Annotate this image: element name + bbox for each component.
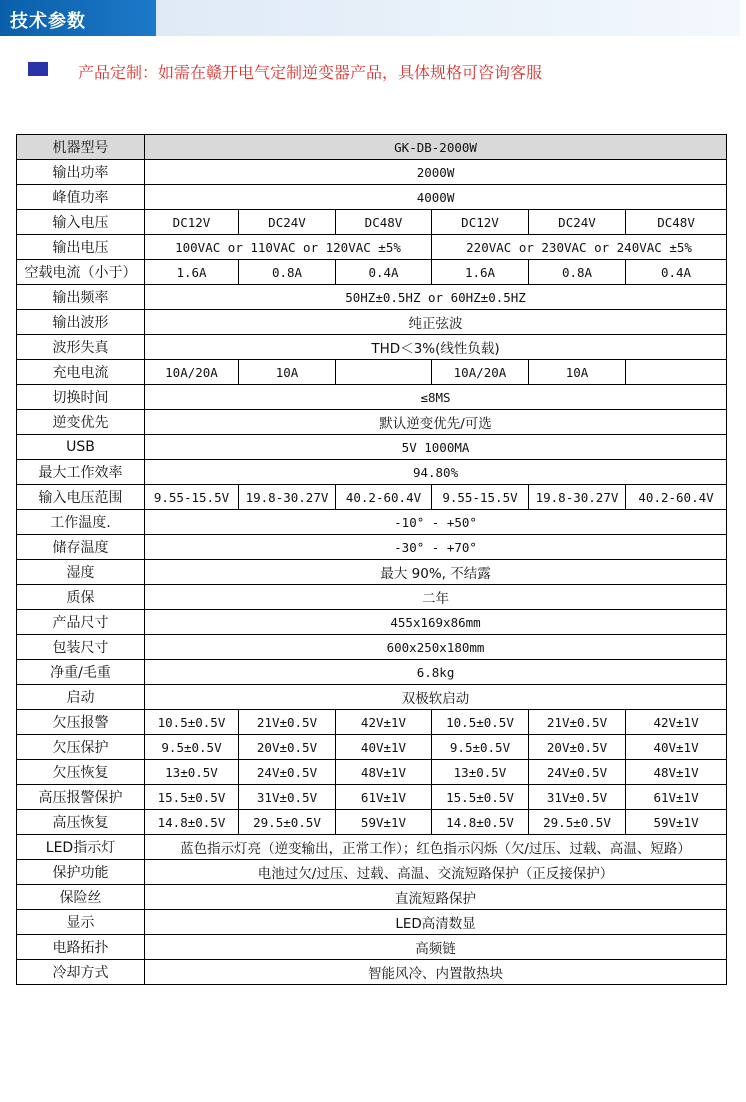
spec-value: 10A — [239, 360, 336, 385]
spec-value: 0.8A — [239, 260, 336, 285]
spec-value: 2000W — [145, 160, 727, 185]
spec-row — [17, 835, 727, 860]
spec-value: 0.4A — [626, 260, 727, 285]
spec-row — [17, 235, 727, 260]
spec-value: DC12V — [145, 210, 239, 235]
spec-value: DC12V — [432, 210, 529, 235]
spec-row — [17, 485, 727, 510]
spec-value: LED高清数显 — [145, 910, 727, 935]
spec-value: 9.55-15.5V — [432, 485, 529, 510]
spec-row — [17, 460, 727, 485]
spec-label: 波形失真 — [17, 335, 145, 360]
spec-value: 61V±1V — [336, 785, 432, 810]
spec-label: 输出频率 — [17, 285, 145, 310]
spec-value: 最大 90%, 不结露 — [145, 560, 727, 585]
spec-row — [17, 260, 727, 285]
spec-label: 保护功能 — [17, 860, 145, 885]
spec-row — [17, 735, 727, 760]
customization-notice: 产品定制：如需在赣开电气定制逆变器产品，具体规格可咨询客服 — [78, 63, 543, 82]
spec-value: 100VAC or 110VAC or 120VAC ±5% — [145, 235, 432, 260]
spec-value: 48V±1V — [626, 760, 727, 785]
spec-row — [17, 310, 727, 335]
spec-value: 直流短路保护 — [145, 885, 727, 910]
spec-value: 59V±1V — [336, 810, 432, 835]
spec-value — [336, 360, 432, 385]
spec-value: 智能风冷、内置散热块 — [145, 960, 727, 985]
spec-row — [17, 760, 727, 785]
spec-value: 21V±0.5V — [239, 710, 336, 735]
spec-value: DC24V — [239, 210, 336, 235]
spec-label: 输出功率 — [17, 160, 145, 185]
spec-value: 0.4A — [336, 260, 432, 285]
spec-value: DC48V — [626, 210, 727, 235]
spec-value: 电池过欠/过压、过载、高温、交流短路保护（正反接保护） — [145, 860, 727, 885]
spec-row — [17, 810, 727, 835]
spec-value: -10° - +50° — [145, 510, 727, 535]
spec-value: 1.6A — [145, 260, 239, 285]
spec-label: 质保 — [17, 585, 145, 610]
spec-label: 输入电压 — [17, 210, 145, 235]
spec-value: 220VAC or 230VAC or 240VAC ±5% — [432, 235, 727, 260]
spec-label: 电路拓扑 — [17, 935, 145, 960]
spec-row — [17, 935, 727, 960]
spec-value: 29.5±0.5V — [529, 810, 626, 835]
spec-value: DC24V — [529, 210, 626, 235]
spec-value: 20V±0.5V — [529, 735, 626, 760]
spec-row — [17, 660, 727, 685]
spec-value: 31V±0.5V — [529, 785, 626, 810]
spec-value: 40.2-60.4V — [336, 485, 432, 510]
spec-value: 纯正弦波 — [145, 310, 727, 335]
spec-value: 40V±1V — [626, 735, 727, 760]
spec-label: 欠压恢复 — [17, 760, 145, 785]
spec-label: 工作温度. — [17, 510, 145, 535]
spec-row — [17, 335, 727, 360]
spec-value: 42V±1V — [336, 710, 432, 735]
spec-row — [17, 785, 727, 810]
spec-value: 10A/20A — [432, 360, 529, 385]
spec-value: 0.8A — [529, 260, 626, 285]
spec-value: 19.8-30.27V — [239, 485, 336, 510]
spec-row — [17, 535, 727, 560]
spec-row — [17, 160, 727, 185]
spec-value: 二年 — [145, 585, 727, 610]
spec-label: 空载电流（小于） — [17, 260, 145, 285]
spec-row — [17, 185, 727, 210]
spec-row — [17, 435, 727, 460]
spec-value: 50HZ±0.5HZ or 60HZ±0.5HZ — [145, 285, 727, 310]
section-header-tab — [0, 0, 156, 36]
spec-value: 48V±1V — [336, 760, 432, 785]
spec-row — [17, 585, 727, 610]
spec-value: 20V±0.5V — [239, 735, 336, 760]
spec-value: 42V±1V — [626, 710, 727, 735]
spec-value — [626, 360, 727, 385]
spec-row — [17, 910, 727, 935]
spec-label: 湿度 — [17, 560, 145, 585]
spec-value: 9.55-15.5V — [145, 485, 239, 510]
spec-value: 6.8kg — [145, 660, 727, 685]
spec-row — [17, 960, 727, 985]
section-title: 技术参数 — [10, 11, 86, 32]
bullet-square-icon — [28, 62, 48, 76]
spec-value: 4000W — [145, 185, 727, 210]
spec-value: 24V±0.5V — [239, 760, 336, 785]
spec-row — [17, 635, 727, 660]
spec-value: 10.5±0.5V — [145, 710, 239, 735]
spec-value: 24V±0.5V — [529, 760, 626, 785]
spec-value: 61V±1V — [626, 785, 727, 810]
spec-row — [17, 210, 727, 235]
spec-value: 10.5±0.5V — [432, 710, 529, 735]
spec-value: 10A — [529, 360, 626, 385]
spec-label: 欠压保护 — [17, 735, 145, 760]
spec-label: USB — [17, 435, 145, 460]
section-header-band — [156, 0, 740, 36]
spec-row — [17, 135, 727, 160]
spec-table — [16, 134, 727, 985]
spec-row — [17, 610, 727, 635]
spec-row — [17, 410, 727, 435]
spec-label: LED指示灯 — [17, 835, 145, 860]
spec-value: 94.80% — [145, 460, 727, 485]
spec-label: 逆变优先 — [17, 410, 145, 435]
spec-value: 双极软启动 — [145, 685, 727, 710]
spec-value: DC48V — [336, 210, 432, 235]
spec-value: 40V±1V — [336, 735, 432, 760]
spec-row — [17, 285, 727, 310]
spec-value: 15.5±0.5V — [432, 785, 529, 810]
spec-value: 1.6A — [432, 260, 529, 285]
spec-label: 高压报警保护 — [17, 785, 145, 810]
spec-value: 40.2-60.4V — [626, 485, 727, 510]
spec-row — [17, 360, 727, 385]
spec-value: 高频链 — [145, 935, 727, 960]
spec-row — [17, 885, 727, 910]
spec-value: -30° - +70° — [145, 535, 727, 560]
spec-label: 峰值功率 — [17, 185, 145, 210]
spec-value: 蓝色指示灯亮（逆变输出，正常工作）；红色指示闪烁（欠/过压、过载、高温、短路） — [145, 835, 727, 860]
spec-value: 14.8±0.5V — [145, 810, 239, 835]
section-header — [0, 0, 740, 36]
spec-value: 31V±0.5V — [239, 785, 336, 810]
spec-value: 13±0.5V — [145, 760, 239, 785]
spec-row — [17, 510, 727, 535]
spec-row — [17, 385, 727, 410]
spec-row — [17, 860, 727, 885]
spec-value: 15.5±0.5V — [145, 785, 239, 810]
spec-value: 9.5±0.5V — [432, 735, 529, 760]
spec-value: 455x169x86mm — [145, 610, 727, 635]
spec-label: 高压恢复 — [17, 810, 145, 835]
spec-value: ≤8MS — [145, 385, 727, 410]
spec-value: 9.5±0.5V — [145, 735, 239, 760]
spec-label: 欠压报警 — [17, 710, 145, 735]
spec-value: 19.8-30.27V — [529, 485, 626, 510]
spec-label: 启动 — [17, 685, 145, 710]
spec-value: GK-DB-2000W — [145, 135, 727, 160]
spec-label: 输出电压 — [17, 235, 145, 260]
spec-value: 10A/20A — [145, 360, 239, 385]
spec-label: 保险丝 — [17, 885, 145, 910]
spec-value: 默认逆变优先/可选 — [145, 410, 727, 435]
spec-label: 储存温度 — [17, 535, 145, 560]
spec-value: 21V±0.5V — [529, 710, 626, 735]
spec-label: 显示 — [17, 910, 145, 935]
spec-value: 600x250x180mm — [145, 635, 727, 660]
spec-label: 包装尺寸 — [17, 635, 145, 660]
spec-label: 冷却方式 — [17, 960, 145, 985]
spec-label: 净重/毛重 — [17, 660, 145, 685]
spec-label: 切换时间 — [17, 385, 145, 410]
spec-row — [17, 685, 727, 710]
spec-value: 59V±1V — [626, 810, 727, 835]
spec-row — [17, 710, 727, 735]
spec-label: 输入电压范围 — [17, 485, 145, 510]
spec-row — [17, 560, 727, 585]
spec-value: 14.8±0.5V — [432, 810, 529, 835]
spec-value: THD＜3%(线性负载) — [145, 335, 727, 360]
spec-label: 充电电流 — [17, 360, 145, 385]
spec-label: 最大工作效率 — [17, 460, 145, 485]
spec-value: 5V 1000MA — [145, 435, 727, 460]
spec-value: 13±0.5V — [432, 760, 529, 785]
spec-label: 机器型号 — [17, 135, 145, 160]
spec-value: 29.5±0.5V — [239, 810, 336, 835]
spec-label: 输出波形 — [17, 310, 145, 335]
spec-label: 产品尺寸 — [17, 610, 145, 635]
